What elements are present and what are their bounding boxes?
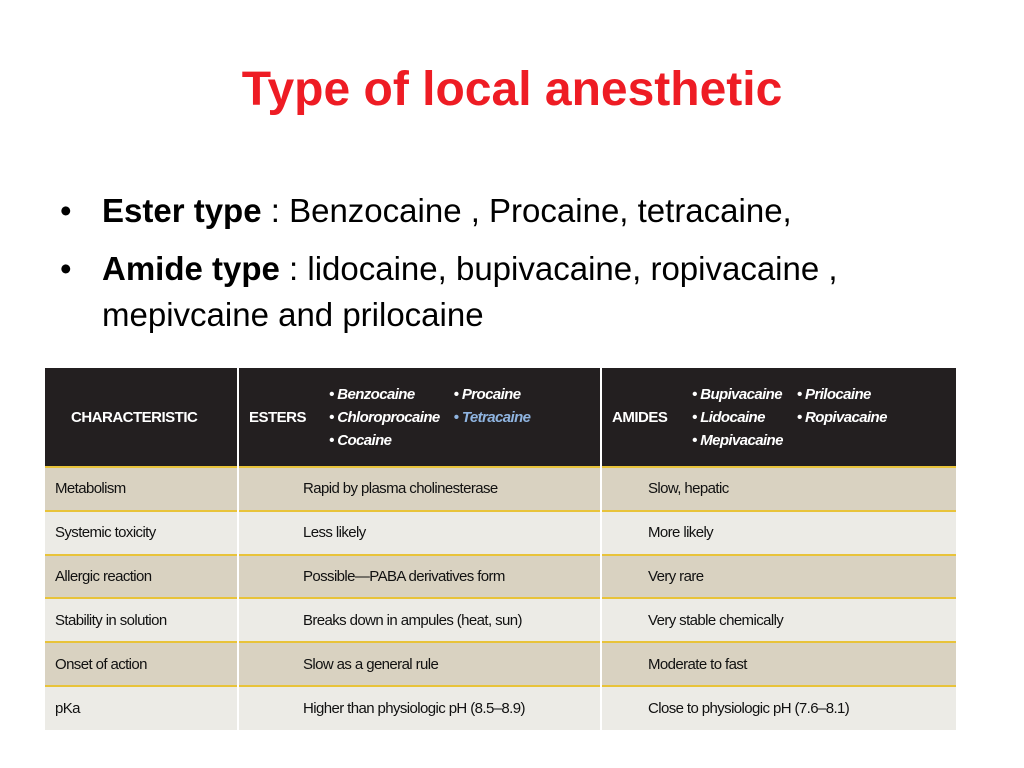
cell-amides: Very rare: [601, 555, 956, 599]
drug-item: • Ropivacaine: [796, 408, 887, 426]
drug-item: • Lidocaine: [692, 408, 765, 426]
drug-item: • Cocaine: [329, 431, 392, 449]
cell-characteristic: Metabolism: [45, 467, 238, 511]
cell-amides: Very stable chemically: [601, 598, 956, 642]
cell-amides: Close to physiologic pH (7.6–8.1): [601, 686, 956, 730]
table-row: [45, 686, 956, 730]
comparison-table-image: [45, 368, 956, 730]
header-label: ESTERS: [249, 408, 307, 426]
header-amides: [601, 368, 956, 467]
drug-item: • Procaine: [453, 385, 521, 403]
table-row: [45, 598, 956, 642]
comparison-table: [45, 368, 956, 730]
drug-item: • Prilocaine: [796, 385, 871, 403]
bullet-term: Amide type: [102, 250, 280, 287]
ester-drug-list: [329, 386, 530, 449]
cell-esters: Rapid by plasma cholinesterase: [238, 467, 601, 511]
bullet-text: : lidocaine, bupivacaine, ropivacaine , mepivcaine and prilocaine: [102, 250, 838, 333]
header-characteristic: [45, 368, 238, 467]
cell-amides: Moderate to fast: [601, 642, 956, 686]
table-row: [45, 555, 956, 599]
bullet-text: : Benzocaine , Procaine, tetracaine,: [261, 192, 792, 229]
header-label: CHARACTERISTIC: [71, 408, 198, 426]
cell-esters: Breaks down in ampules (heat, sun): [238, 598, 601, 642]
header-label: AMIDES: [612, 408, 668, 426]
bullet-list: [58, 188, 978, 350]
cell-esters: Higher than physiologic pH (8.5–8.9): [238, 686, 601, 730]
bullet-amide-type: [58, 246, 978, 338]
amide-drug-list: [692, 386, 887, 449]
drug-item: • Mepivacaine: [692, 431, 783, 449]
cell-esters: Slow as a general rule: [238, 642, 601, 686]
cell-characteristic: pKa: [45, 686, 238, 730]
table-row: [45, 467, 956, 511]
table-header-row: [45, 368, 956, 467]
cell-characteristic: Stability in solution: [45, 598, 238, 642]
header-esters: [238, 368, 601, 467]
drug-item: • Bupivacaine: [692, 385, 782, 403]
bullet-term: Ester type: [102, 192, 262, 229]
cell-characteristic: Allergic reaction: [45, 555, 238, 599]
bullet-ester-type: [58, 188, 978, 234]
drug-item: • Benzocaine: [329, 385, 415, 403]
cell-characteristic: Onset of action: [45, 642, 238, 686]
cell-esters: Less likely: [238, 511, 601, 555]
slide-title: Type of local anesthetic: [241, 63, 783, 116]
drug-item: • Chloroprocaine: [329, 408, 440, 426]
cell-characteristic: Systemic toxicity: [45, 511, 238, 555]
cell-amides: More likely: [601, 511, 956, 555]
drug-item-highlighted: • Tetracaine: [453, 408, 531, 426]
cell-esters: Possible—PABA derivatives form: [238, 555, 601, 599]
table-row: [45, 511, 956, 555]
cell-amides: Slow, hepatic: [601, 467, 956, 511]
table-row: [45, 642, 956, 686]
